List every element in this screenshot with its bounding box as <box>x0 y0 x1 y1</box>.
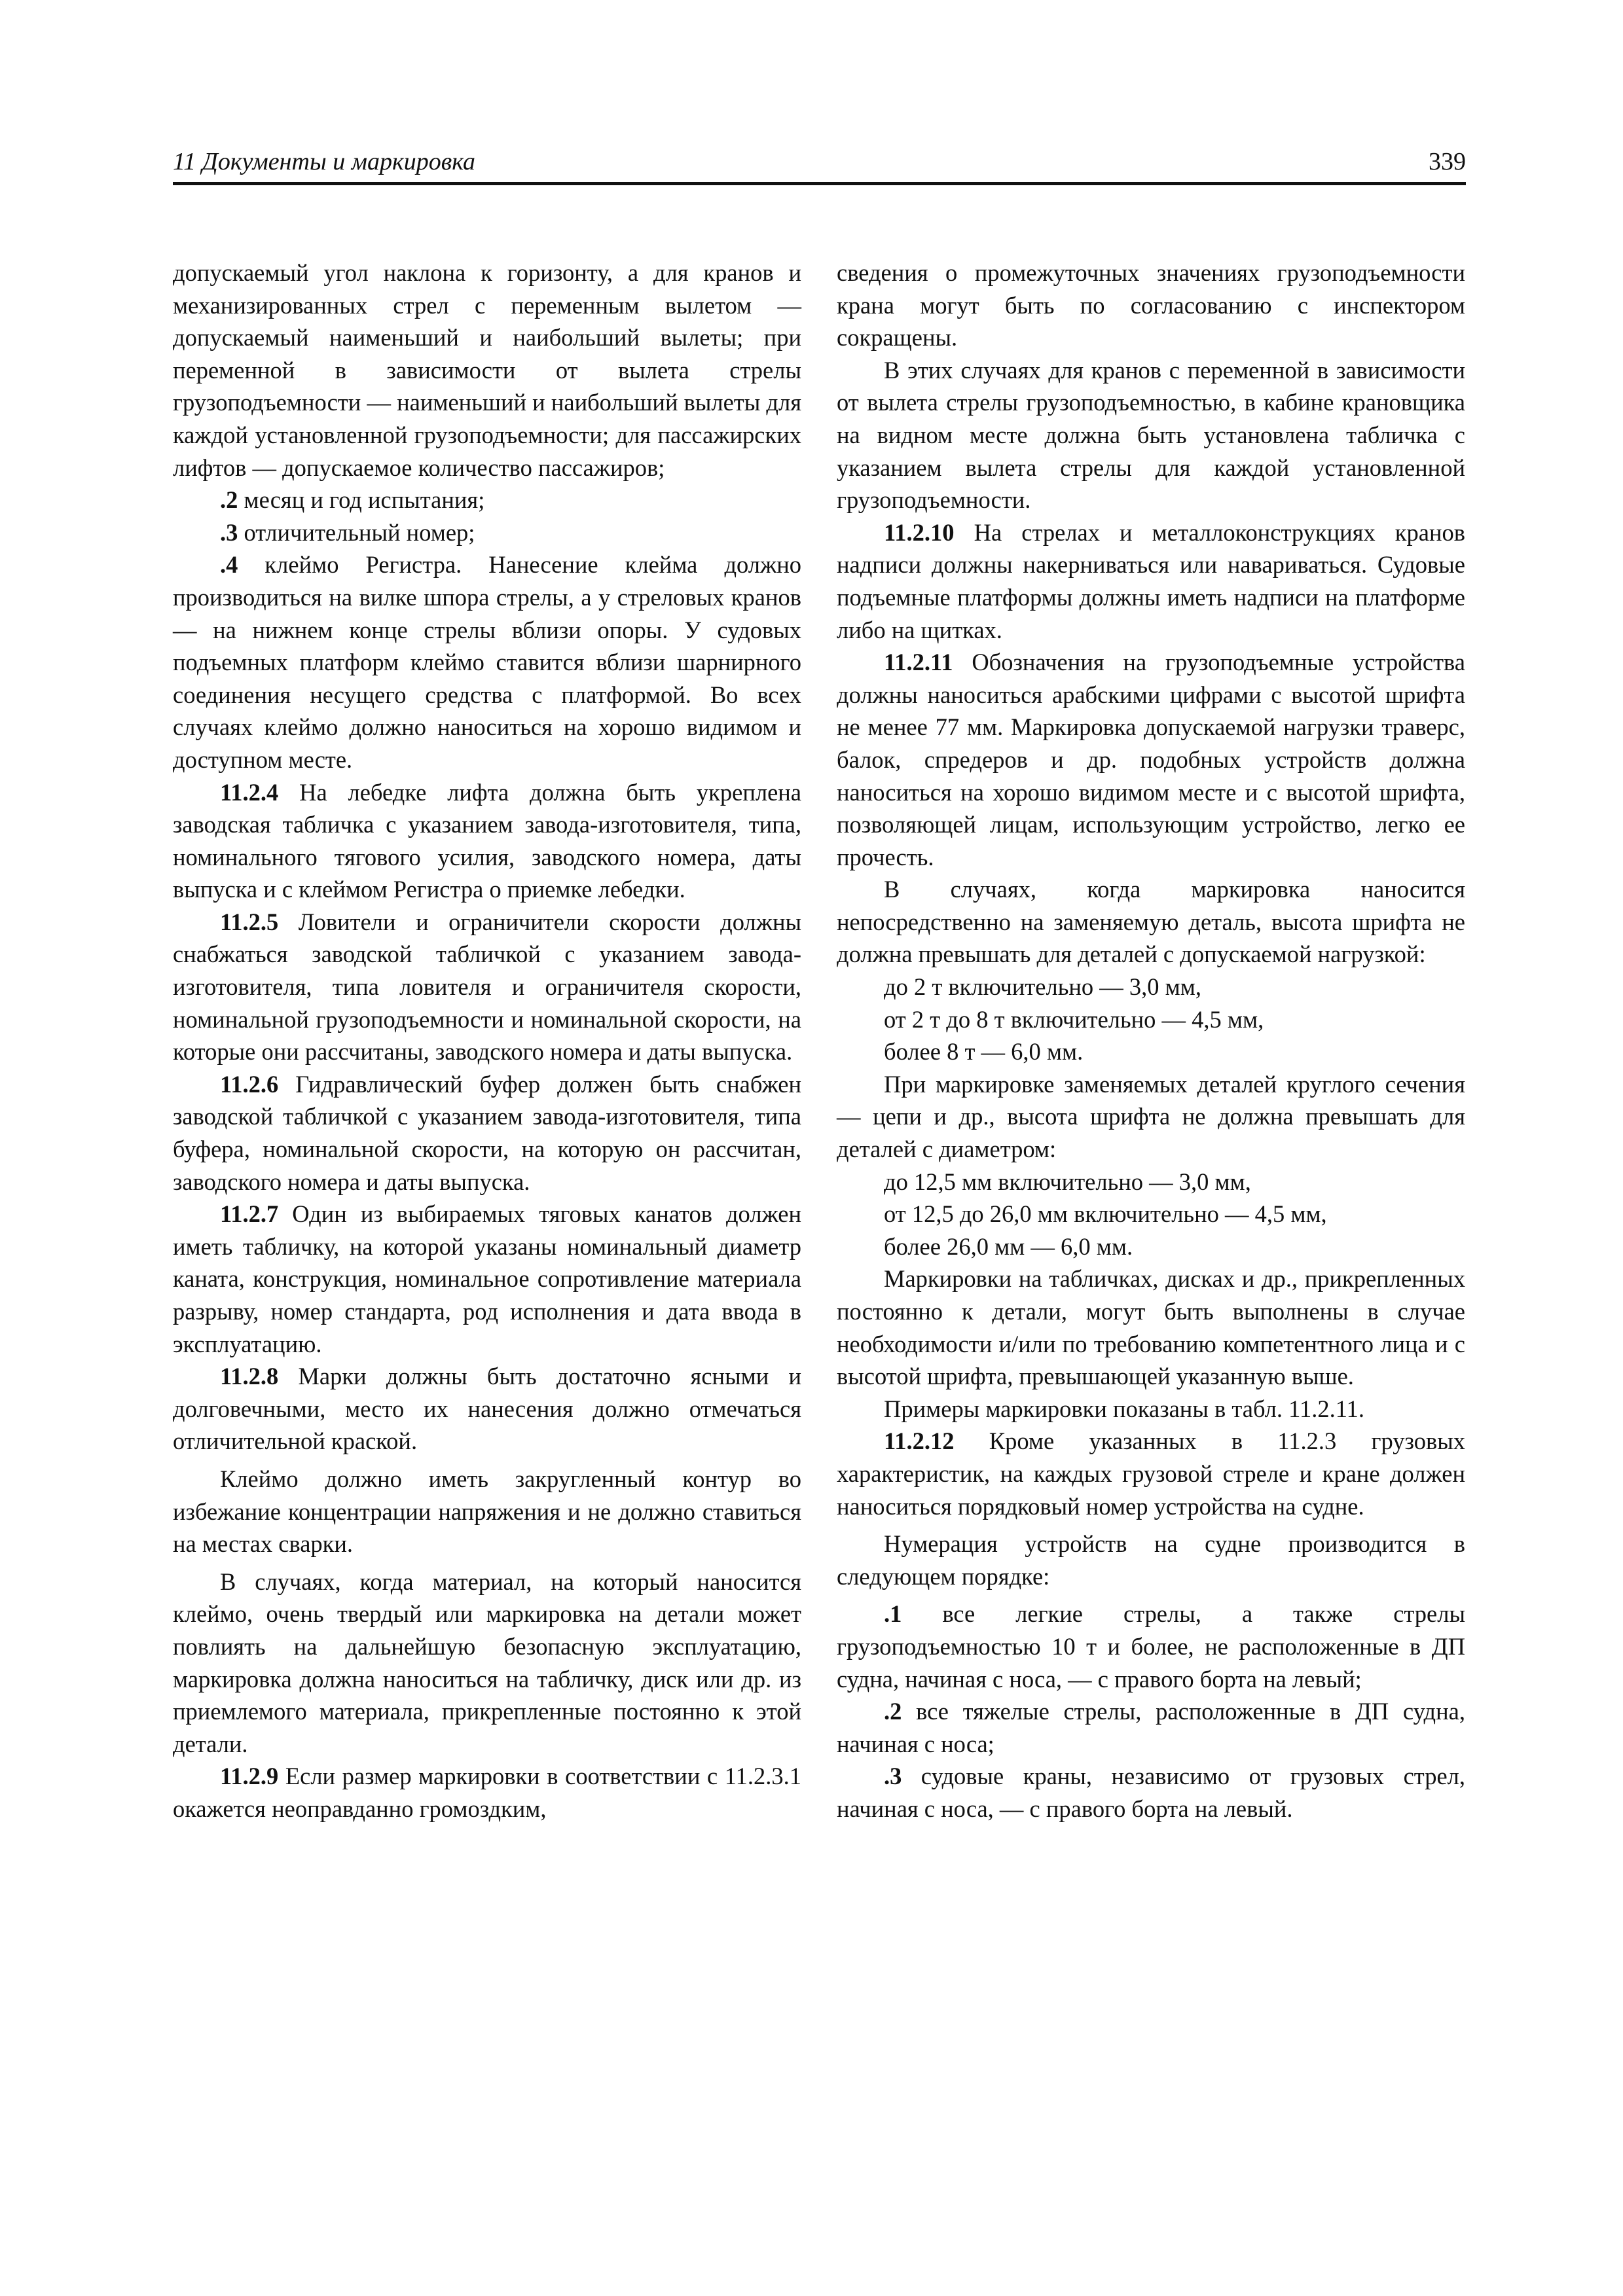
section-paragraph <box>173 1360 801 1458</box>
item-number: .2 <box>220 486 238 514</box>
list-item <box>173 516 801 549</box>
section-text: Обозначения на грузоподъемные устройства должны наноситься арабскими цифрами с высотой шрифта не менее 77 мм. Маркировка допускаемой нагрузки траверс, балок, спредеров и др. подобных устройств должна наноситься на хорошо видимом месте и с высотой шрифта, позволяющей лицам, использующим устройство, легко ее прочесть. <box>837 649 1465 870</box>
paragraph: В случаях, когда материал, на который наносится клеймо, очень твердый или маркировка на детали может повлиять на дальнейшую безопасную эксплуатацию, маркировка должна наноситься на табличку, диск или др. из приемлемого материала, прикрепленные постоянно к этой детали. <box>173 1568 801 1757</box>
item-number: .1 <box>884 1600 902 1628</box>
section-text: На лебедке лифта должна быть укреплена заводская табличка с указанием завода-изготовителя, типа, номинального тягового усилия, заводского номера, даты выпуска и с клеймом Регистра о приемке лебедки. <box>173 778 801 903</box>
section-text: Если размер маркировки в соответствии с 11.2.3.1 окажется неоправданно громоздким, <box>173 1763 801 1822</box>
item-text: судовые краны, независимо от грузовых стрел, начиная с носа, — с правого борта на левый. <box>837 1763 1465 1822</box>
paragraph: Маркировки на табличках, дисках и др., прикрепленных постоянно к детали, могут быть выполнены в случае необходимости и/или по требованию компетентного лица и с высотой шрифта, превышающей указанную выше. <box>837 1265 1465 1390</box>
item-text: все легкие стрелы, а также стрелы грузоподъемностью 10 т и более, не расположенные в ДП судна, начиная с носа, — с правого борта на левый; <box>837 1600 1465 1693</box>
left-column <box>173 257 801 1825</box>
page-number: 339 <box>1429 148 1466 175</box>
item-number: .2 <box>884 1698 902 1725</box>
section-number: 11.2.11 <box>884 649 953 676</box>
list-line: более 26,0 мм — 6,0 мм. <box>884 1232 1133 1260</box>
section-paragraph <box>173 1068 801 1198</box>
list-item <box>173 548 801 776</box>
list-line: до 2 т включительно — 3,0 мм, <box>884 973 1201 1001</box>
item-text: клеймо Регистра. Нанесение клейма должно производиться на вилке шпора стрелы, а у стреловых кранов — на нижнем конце стрелы вблизи опоры. У судовых подъемных платформ клеймо ставится вблизи шарнирного соединения несущего средства с платформой. Во всех случаях клеймо должно наноситься на хорошо видимом и доступном месте. <box>173 551 801 773</box>
list-item <box>173 484 801 516</box>
list-line: от 2 т до 8 т включительно — 4,5 мм, <box>884 1005 1264 1033</box>
section-paragraph <box>173 1760 801 1825</box>
section-text: Кроме указанных в 11.2.3 грузовых характеристик, на каждых грузовой стреле и кране должен наноситься порядковый номер устройства на судне. <box>837 1427 1465 1520</box>
paragraph: Примеры маркировки показаны в табл. 11.2.11. <box>884 1395 1364 1422</box>
section-number: 11.2.8 <box>220 1363 279 1390</box>
section-text: Марки должны быть достаточно ясными и долговечными, место их нанесения должно отмечаться отличительной краской. <box>173 1363 801 1455</box>
section-paragraph <box>173 906 801 1068</box>
paragraph: сведения о промежуточных значениях грузоподъемности крана могут быть по согласованию с инспектором сокращены. <box>837 259 1465 351</box>
item-text: все тяжелые стрелы, расположенные в ДП судна, начиная с носа; <box>837 1698 1465 1757</box>
paragraph: В этих случаях для кранов с переменной в зависимости от вылета стрелы грузоподъемностью, в кабине крановщика на видном месте должна быть установлена табличка с указанием вылета стрелы для каждой установленной грузоподъемности. <box>837 356 1465 514</box>
paragraph: В случаях, когда маркировка наносится непосредственно на заменяемую деталь, высота шрифта не должна превышать для деталей с допускаемой нагрузкой: <box>837 876 1465 968</box>
section-number: 11.2.12 <box>884 1427 955 1455</box>
section-paragraph <box>837 1425 1465 1522</box>
item-text: отличительный номер; <box>238 518 475 546</box>
list-line: более 8 т — 6,0 мм. <box>884 1038 1084 1066</box>
section-paragraph <box>837 516 1465 646</box>
section-number: 11.2.5 <box>220 908 279 935</box>
section-text: Ловители и ограничители скорости должны снабжаться заводской табличкой с указанием завода-изготовителя, типа ловителя и ограничителя скорости, номинальной грузоподъемности и номинальной скорости, на которые они рассчитаны, заводского номера и даты выпуска. <box>173 908 801 1066</box>
section-text: Один из выбираемых тяговых канатов должен иметь табличку, на которой указаны номинальный диаметр каната, конструкция, номинальное сопротивление материала разрыву, номер стандарта, род исполнения и дата ввода в эксплуатацию. <box>173 1200 801 1357</box>
list-item <box>837 1760 1465 1825</box>
section-text: На стрелах и металлоконструкциях кранов надписи должны накерниваться или навариваться. Судовые подъемные платформы должны иметь надписи на платформе либо на щитках. <box>837 518 1465 643</box>
section-paragraph <box>173 1198 801 1360</box>
section-number: 11.2.6 <box>220 1070 279 1098</box>
section-number: 11.2.4 <box>220 778 279 806</box>
page-header <box>173 145 1466 185</box>
section-number: 11.2.9 <box>220 1763 279 1790</box>
paragraph: Нумерация устройств на судне производится в следующем порядке: <box>837 1530 1465 1590</box>
paragraph: допускаемый угол наклона к горизонту, а для кранов и механизированных стрел с переменным вылетом — допускаемый наименьший и наибольший вылеты; при переменной в зависимости от вылета стрелы грузоподъемности — наименьший и наибольший вылеты для каждой установленной грузоподъемности; для пассажирских лифтов — допускаемое количество пассажиров; <box>173 259 801 481</box>
paragraph: При маркировке заменяемых деталей круглого сечения — цепи и др., высота шрифта не должна превышать для деталей с диаметром: <box>837 1070 1465 1163</box>
item-number: .4 <box>220 551 238 579</box>
section-number: 11.2.10 <box>884 518 955 546</box>
section-number: 11.2.7 <box>220 1200 279 1228</box>
section-paragraph <box>837 646 1465 873</box>
section-paragraph <box>173 776 801 906</box>
item-number: .3 <box>220 518 238 546</box>
item-number: .3 <box>884 1763 902 1790</box>
item-text: месяц и год испытания; <box>238 486 485 514</box>
section-text: Гидравлический буфер должен быть снабжен заводской табличкой с указанием завода-изготовителя, типа буфера, номинальной скорости, на которую он рассчитан, заводского номера и даты выпуска. <box>173 1070 801 1195</box>
right-column <box>837 257 1465 1825</box>
paragraph: Клеймо должно иметь закругленный контур во избежание концентрации напряжения и не должно ставиться на местах сварки. <box>173 1465 801 1558</box>
list-item <box>837 1695 1465 1760</box>
list-line: от 12,5 до 26,0 мм включительно — 4,5 мм, <box>884 1200 1327 1228</box>
chapter-title: 11 Документы и маркировка <box>173 148 476 175</box>
list-line: до 12,5 мм включительно — 3,0 мм, <box>884 1168 1251 1195</box>
list-item <box>837 1598 1465 1695</box>
